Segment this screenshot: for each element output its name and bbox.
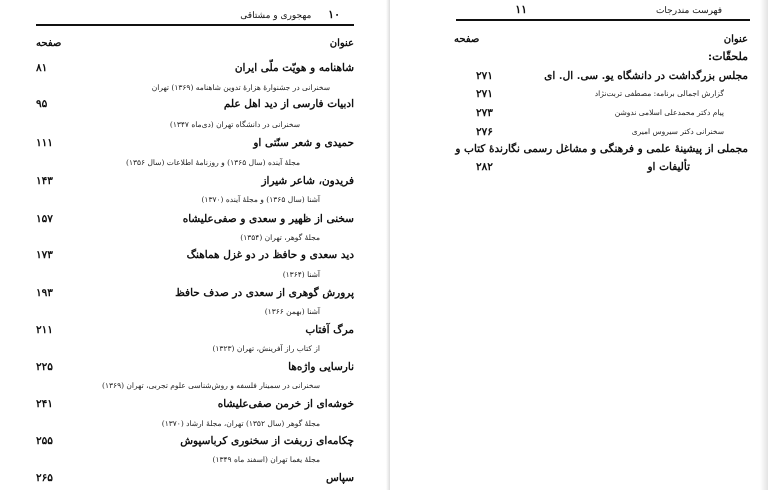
right-col-page: صفحه	[454, 34, 480, 45]
toc-entry-title: شاهنامه و هویّت ملّی ایران	[234, 62, 354, 74]
toc-entry-title-continued: تألیفات او	[647, 161, 690, 173]
toc-entry-page: ۲۲۵	[36, 361, 53, 373]
left-col-page: صفحه	[36, 38, 62, 49]
toc-entry-page: ۲۷۱	[476, 88, 493, 100]
toc-entry-source: آشنا (سال ۱۳۶۵) و مجلهٔ آینده (۱۳۷۰)	[201, 195, 320, 204]
toc-entry-title: مجملی از پیشینهٔ علمی و فرهنگی و مشاغل رسمی نگارندهٔ کتاب و	[455, 143, 748, 155]
toc-entry-source: آشنا (بهمن ۱۳۶۶)	[264, 307, 320, 316]
right-running-title: فهرست مندرجات	[655, 6, 722, 16]
toc-entry-page: ۲۶۵	[36, 472, 53, 484]
toc-entry-source: مجلهٔ گوهر، تهران (۱۳۵۴)	[240, 233, 320, 242]
toc-entry-page: ۲۷۱	[476, 70, 493, 82]
toc-entry-title: حمیدی و شعر سنّتی او	[253, 137, 354, 149]
toc-entry-title: دید سعدی و حافظ در دو غزل هماهنگ	[186, 249, 354, 261]
toc-entry-source: مجلهٔ آینده (سال ۱۳۶۵) و روزنامهٔ اطلاعات (سال ۱۳۵۶)	[126, 158, 300, 167]
left-running-head	[240, 8, 340, 21]
toc-entry-page: ۲۸۲	[476, 161, 493, 173]
section-label: ملحقّات:	[708, 50, 748, 63]
toc-entry-page: ۲۵۵	[36, 435, 53, 447]
right-page	[390, 0, 768, 490]
toc-entry-source: سخنرانی در جشنوارهٔ هزارهٔ تدوین شاهنامه (۱۳۶۹) تهران	[151, 83, 330, 92]
toc-entry-page: ۱۵۷	[36, 213, 53, 225]
toc-entry-page: ۲۷۳	[476, 107, 493, 119]
toc-entry-title: چکامه‌ای زربفت از سخنوری کرباسپوش	[180, 435, 354, 447]
toc-entry-title: سپاس	[326, 472, 354, 484]
toc-entry-page: ۱۱۱	[36, 137, 53, 149]
toc-entry-page: ۱۹۳	[36, 287, 53, 299]
right-running-head	[515, 3, 722, 16]
toc-entry-source: مجلهٔ گوهر (سال ۱۳۵۲) تهران، مجلهٔ ارشاد (۱۳۷۰)	[161, 419, 320, 428]
toc-entry-source: آشنا (۱۳۶۴)	[282, 270, 320, 279]
right-col-title: عنوان	[723, 34, 748, 45]
toc-entry-source: از کتاب راز آفرینش، تهران (۱۳۲۳)	[212, 344, 320, 353]
toc-entry-title: سخنی از ظهیر و سعدی و صفی‌علیشاه	[182, 213, 354, 225]
page-edge	[760, 0, 768, 490]
toc-entry-title: مرگ آفتاب	[305, 324, 354, 336]
toc-entry-page: ۹۵	[36, 98, 48, 110]
toc-entry-page: ۲۱۱	[36, 324, 53, 336]
right-folio: ۱۱	[515, 3, 528, 16]
toc-entry-title: فریدون، شاعر شیراز	[261, 175, 354, 187]
toc-entry-title: نارسایی واژه‌ها	[288, 361, 354, 373]
toc-entry-page: ۲۷۶	[476, 126, 493, 138]
toc-entry-source: گزارش اجمالی برنامه: مصطفی تربت‌نژاد	[594, 89, 724, 98]
toc-entry-page: ۱۷۳	[36, 249, 53, 261]
left-running-title: مهجوری و مشتاقی	[240, 11, 312, 21]
toc-entry-title: خوشه‌ای از خرمن صفی‌علیشاه	[217, 398, 354, 410]
toc-entry-title: مجلس بزرگداشت در دانشگاه یو. سی. ال. ای	[544, 70, 748, 82]
toc-entry-title: ادبیات فارسی از دید اهل علم	[223, 98, 354, 110]
toc-entry-source: پیام دکتر محمدعلی اسلامی ندوشن	[614, 108, 724, 117]
toc-entry-source: سخنرانی در سمینار فلسفه و روش‌شناسی علوم تجربی، تهران (۱۳۶۹)	[102, 381, 320, 390]
toc-entry-page: ۸۱	[36, 62, 48, 74]
toc-entry-page: ۱۴۳	[36, 175, 53, 187]
left-header-rule	[36, 24, 354, 26]
right-header-rule	[456, 19, 750, 21]
toc-entry-source: مجلهٔ یغما تهران (اسفند ماه ۱۳۴۹)	[212, 455, 320, 464]
left-col-title: عنوان	[329, 38, 354, 49]
left-folio: ۱۰	[328, 8, 340, 21]
toc-entry-page: ۲۴۱	[36, 398, 53, 410]
toc-entry-source: سخنرانی در دانشگاه تهران (دی‌ماه ۱۳۴۷)	[169, 120, 300, 129]
toc-entry-title: پرورش گوهری از سعدی در صدف حافظ	[175, 287, 354, 299]
toc-entry-source: سخنرانی دکتر سیروس امیری	[631, 127, 724, 136]
